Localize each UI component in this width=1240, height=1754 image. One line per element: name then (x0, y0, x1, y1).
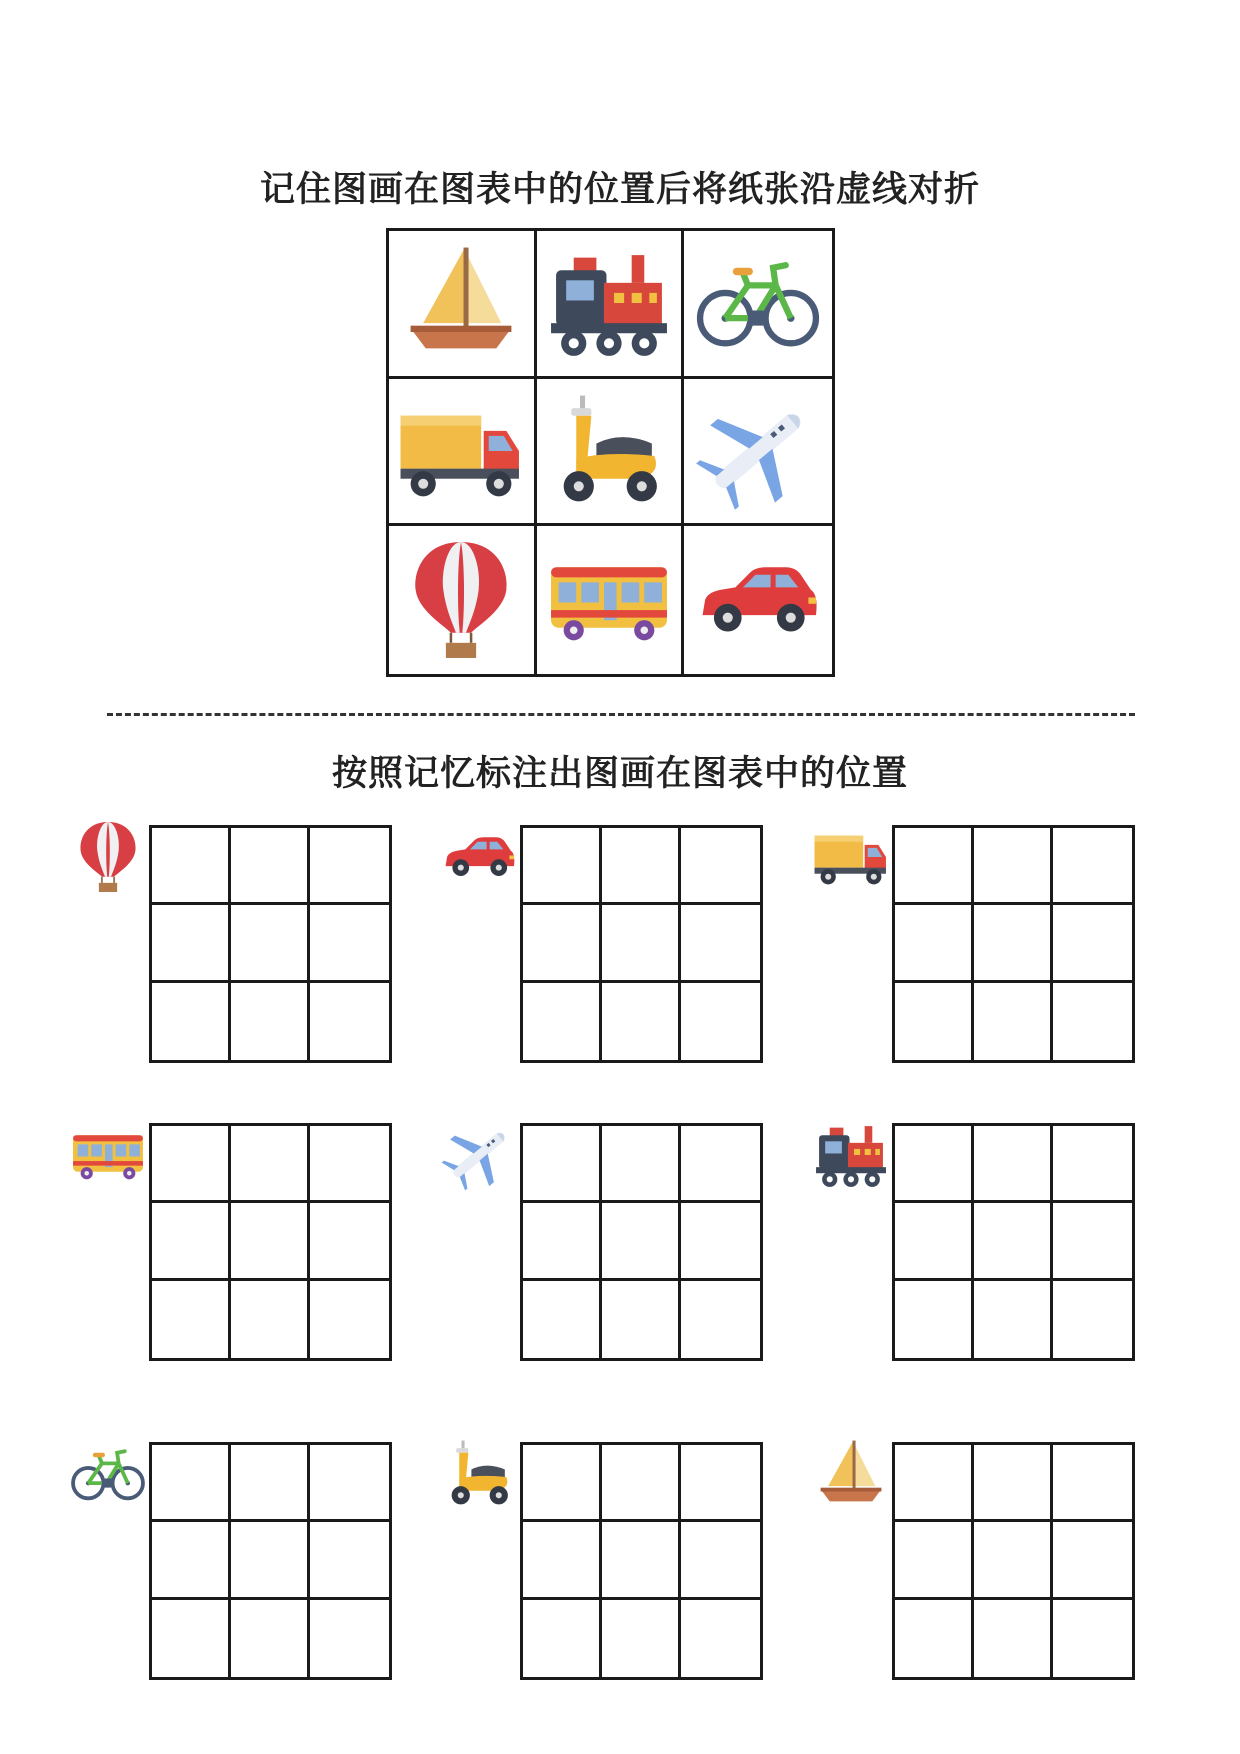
answer-grid-7-cell-r1c1[interactable] (152, 1445, 231, 1522)
answer-grid-2-cell-r2c3[interactable] (681, 905, 760, 982)
answer-grid-4-cell-r3c1[interactable] (152, 1281, 231, 1358)
answer-grid-2-cell-r3c1[interactable] (523, 983, 602, 1060)
answer-grid-5-cell-r2c1[interactable] (523, 1203, 602, 1280)
answer-grid-8[interactable] (520, 1442, 763, 1680)
answer-grid-3[interactable] (892, 825, 1135, 1063)
answer-grid-5-cell-r1c1[interactable] (523, 1126, 602, 1203)
cue-airplane (440, 1111, 518, 1199)
answer-grid-8-cell-r1c1[interactable] (523, 1445, 602, 1522)
answer-grid-6-cell-r2c2[interactable] (974, 1203, 1053, 1280)
answer-grid-6-cell-r1c3[interactable] (1053, 1126, 1132, 1203)
answer-grid-3-cell-r1c1[interactable] (895, 828, 974, 905)
answer-grid-5-cell-r1c2[interactable] (602, 1126, 681, 1203)
answer-grid-3-cell-r1c2[interactable] (974, 828, 1053, 905)
airplane-icon (695, 388, 821, 514)
answer-grid-5[interactable] (520, 1123, 763, 1361)
answer-grid-9-cell-r1c2[interactable] (974, 1445, 1053, 1522)
sailboat-icon (398, 240, 524, 366)
answer-grid-6[interactable] (892, 1123, 1135, 1361)
truck-icon (398, 388, 524, 514)
answer-grid-7-cell-r3c2[interactable] (231, 1600, 310, 1677)
answer-grid-7-cell-r2c2[interactable] (231, 1522, 310, 1599)
answer-grid-3-cell-r2c2[interactable] (974, 905, 1053, 982)
answer-grid-5-cell-r2c3[interactable] (681, 1203, 760, 1280)
answer-grid-2[interactable] (520, 825, 763, 1063)
answer-grid-4-cell-r1c2[interactable] (231, 1126, 310, 1203)
answer-grid-3-cell-r3c1[interactable] (895, 983, 974, 1060)
answer-grid-9-cell-r3c3[interactable] (1053, 1600, 1132, 1677)
answer-grid-4-cell-r2c1[interactable] (152, 1203, 231, 1280)
answer-grid-9-cell-r1c3[interactable] (1053, 1445, 1132, 1522)
answer-grid-3-cell-r2c1[interactable] (895, 905, 974, 982)
answer-grid-1-cell-r1c3[interactable] (310, 828, 389, 905)
answer-grid-6-cell-r3c3[interactable] (1053, 1281, 1132, 1358)
bus-icon (546, 537, 672, 663)
answer-grid-7-cell-r1c3[interactable] (310, 1445, 389, 1522)
answer-grid-4-cell-r3c3[interactable] (310, 1281, 389, 1358)
answer-grid-9-cell-r2c2[interactable] (974, 1522, 1053, 1599)
cue-bicycle (69, 1430, 147, 1518)
memory-grid-cell-r1c2 (537, 231, 685, 379)
answer-grid-2-cell-r2c1[interactable] (523, 905, 602, 982)
memory-grid (386, 228, 835, 677)
cue-car (440, 813, 518, 901)
answer-grid-4-cell-r2c2[interactable] (231, 1203, 310, 1280)
answer-grid-9-cell-r2c1[interactable] (895, 1522, 974, 1599)
hot-air-balloon-icon (398, 537, 524, 663)
cue-hot-air-balloon (69, 813, 147, 901)
answer-grid-1-cell-r2c3[interactable] (310, 905, 389, 982)
answer-grid-6-cell-r2c1[interactable] (895, 1203, 974, 1280)
answer-grid-3-cell-r1c3[interactable] (1053, 828, 1132, 905)
memory-grid-cell-r1c3 (684, 231, 832, 379)
cue-truck (812, 813, 890, 901)
answer-grid-6-cell-r3c2[interactable] (974, 1281, 1053, 1358)
answer-grid-7-cell-r2c1[interactable] (152, 1522, 231, 1599)
answer-grid-4-cell-r2c3[interactable] (310, 1203, 389, 1280)
bicycle-icon (695, 240, 821, 366)
answer-grid-7-cell-r1c2[interactable] (231, 1445, 310, 1522)
memory-grid-cell-r2c1 (389, 379, 537, 527)
answer-grid-2-cell-r1c3[interactable] (681, 828, 760, 905)
memory-grid-cell-r3c1 (389, 526, 537, 674)
car-icon (695, 537, 821, 663)
train-icon (546, 240, 672, 366)
answer-grid-5-cell-r2c2[interactable] (602, 1203, 681, 1280)
answer-grid-6-cell-r1c2[interactable] (974, 1126, 1053, 1203)
answer-grid-7[interactable] (149, 1442, 392, 1680)
memory-grid-cell-r3c3 (684, 526, 832, 674)
hot-air-balloon-icon (70, 819, 146, 895)
answer-grid-1[interactable] (149, 825, 392, 1063)
recall-instruction-title: 按照记忆标注出图画在图表中的位置 (331, 754, 908, 794)
answer-grid-6-cell-r2c3[interactable] (1053, 1203, 1132, 1280)
answer-grid-1-cell-r2c2[interactable] (231, 905, 310, 982)
answer-grid-1-cell-r3c1[interactable] (152, 983, 231, 1060)
answer-grid-1-cell-r1c1[interactable] (152, 828, 231, 905)
answer-grid-8-cell-r2c1[interactable] (523, 1522, 602, 1599)
fold-dashed-line (107, 713, 1135, 716)
answer-grid-4-cell-r1c1[interactable] (152, 1126, 231, 1203)
answer-grid-5-cell-r3c3[interactable] (681, 1281, 760, 1358)
cue-scooter (440, 1430, 518, 1518)
airplane-icon (441, 1117, 517, 1193)
answer-grid-7-cell-r2c3[interactable] (310, 1522, 389, 1599)
cue-bus (69, 1111, 147, 1199)
answer-grid-3-cell-r2c3[interactable] (1053, 905, 1132, 982)
answer-grid-8-cell-r1c2[interactable] (602, 1445, 681, 1522)
answer-grid-3-cell-r3c3[interactable] (1053, 983, 1132, 1060)
answer-grid-1-cell-r3c3[interactable] (310, 983, 389, 1060)
answer-grid-8-cell-r3c1[interactable] (523, 1600, 602, 1677)
cue-sailboat (812, 1430, 890, 1518)
answer-grid-9-cell-r3c2[interactable] (974, 1600, 1053, 1677)
train-icon (813, 1117, 889, 1193)
answer-grid-5-cell-r3c1[interactable] (523, 1281, 602, 1358)
answer-grid-9[interactable] (892, 1442, 1135, 1680)
answer-grid-1-cell-r1c2[interactable] (231, 828, 310, 905)
answer-grid-1-cell-r2c1[interactable] (152, 905, 231, 982)
answer-grid-2-cell-r1c2[interactable] (602, 828, 681, 905)
answer-grid-7-cell-r3c3[interactable] (310, 1600, 389, 1677)
scooter-icon (546, 388, 672, 514)
answer-grid-6-cell-r1c1[interactable] (895, 1126, 974, 1203)
answer-grid-9-cell-r1c1[interactable] (895, 1445, 974, 1522)
scooter-icon (441, 1436, 517, 1512)
answer-grid-3-cell-r3c2[interactable] (974, 983, 1053, 1060)
answer-grid-6-cell-r3c1[interactable] (895, 1281, 974, 1358)
answer-grid-8-cell-r3c3[interactable] (681, 1600, 760, 1677)
answer-grid-8-cell-r1c3[interactable] (681, 1445, 760, 1522)
answer-grid-7-cell-r3c1[interactable] (152, 1600, 231, 1677)
answer-grid-2-cell-r3c2[interactable] (602, 983, 681, 1060)
answer-grid-9-cell-r3c1[interactable] (895, 1600, 974, 1677)
answer-grid-1-cell-r3c2[interactable] (231, 983, 310, 1060)
answer-grid-8-cell-r2c3[interactable] (681, 1522, 760, 1599)
answer-grid-2-cell-r1c1[interactable] (523, 828, 602, 905)
answer-grid-2-cell-r2c2[interactable] (602, 905, 681, 982)
cue-train (812, 1111, 890, 1199)
answer-grid-8-cell-r3c2[interactable] (602, 1600, 681, 1677)
answer-grid-5-cell-r1c3[interactable] (681, 1126, 760, 1203)
sailboat-icon (813, 1436, 889, 1512)
answer-grid-4-cell-r3c2[interactable] (231, 1281, 310, 1358)
memory-grid-cell-r1c1 (389, 231, 537, 379)
bicycle-icon (70, 1436, 146, 1512)
answer-grid-9-cell-r2c3[interactable] (1053, 1522, 1132, 1599)
memory-grid-cell-r2c3 (684, 379, 832, 527)
answer-grid-4-cell-r1c3[interactable] (310, 1126, 389, 1203)
answer-grid-5-cell-r3c2[interactable] (602, 1281, 681, 1358)
car-icon (441, 819, 517, 895)
answer-grid-2-cell-r3c3[interactable] (681, 983, 760, 1060)
answer-grid-8-cell-r2c2[interactable] (602, 1522, 681, 1599)
bus-icon (70, 1117, 146, 1193)
answer-grid-4[interactable] (149, 1123, 392, 1361)
truck-icon (813, 819, 889, 895)
memory-grid-cell-r3c2 (537, 526, 685, 674)
memory-grid-cell-r2c2 (537, 379, 685, 527)
memorize-instruction-title: 记住图画在图表中的位置后将纸张沿虚线对折 (259, 170, 980, 210)
